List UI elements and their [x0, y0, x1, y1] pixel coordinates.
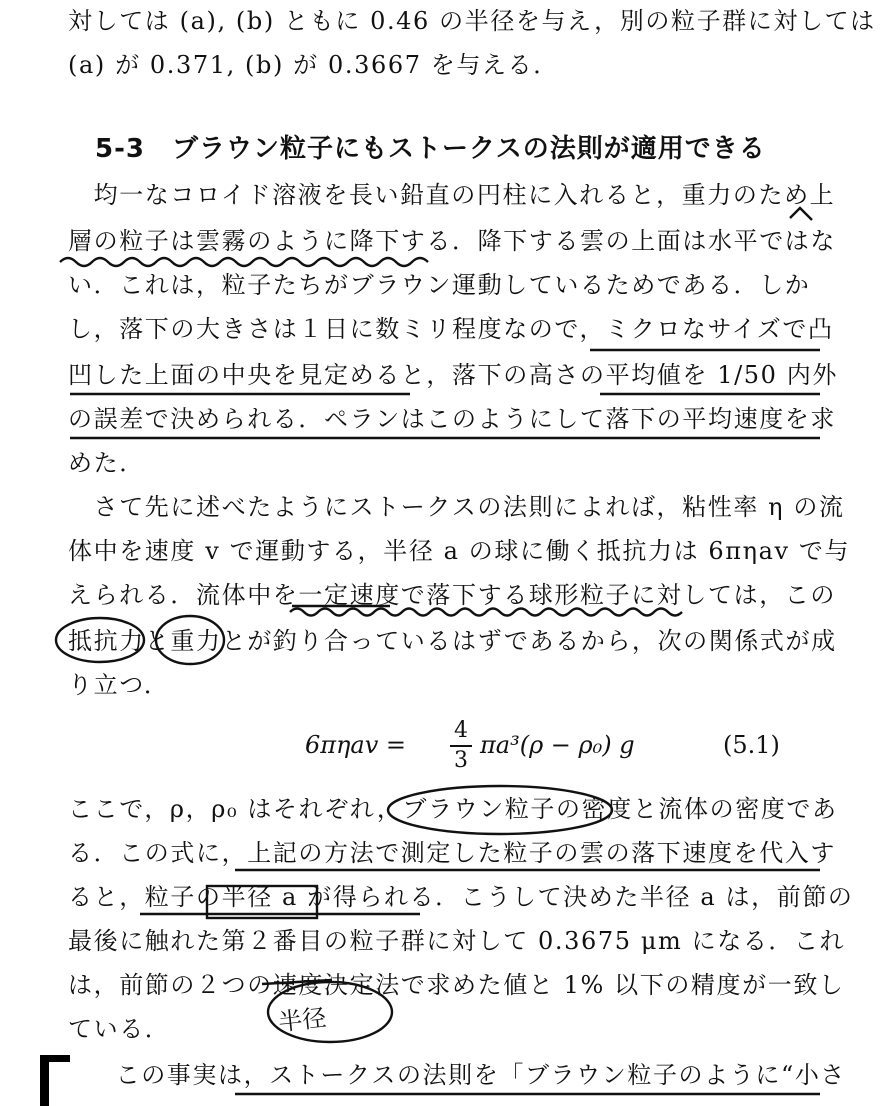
paragraph-1-line: し，落下の大きさは１日に数ミリ程度なので，ミクロなサイズで凸: [68, 315, 834, 343]
paragraph-1-line: 均一なコロイド溶液を長い鉛直の円柱に入れると，重力のため上: [68, 181, 836, 209]
paragraph-3-line: は，前節の２つの速度決定法で求めた値と 1% 以下の精度が一致し: [68, 971, 845, 999]
paragraph-1-line: めた．: [68, 449, 145, 477]
paragraph-1-line: 層の粒子は雲霧のように降下する．降下する雲の上面は水平ではな: [68, 227, 836, 255]
paragraph-2-line: えられる．流体中を一定速度で落下する球形粒子に対しては，この: [68, 581, 836, 609]
fraction-bar: [450, 745, 472, 747]
fraction-denominator: 3: [454, 748, 468, 773]
paragraph-4-line: この事実は，ストークスの法則を「ブラウン粒子のように“小さ: [90, 1061, 847, 1089]
paragraph-2-line: り立つ．: [68, 671, 170, 699]
equation-lhs: 6πηav =: [305, 731, 407, 759]
equation-number: (5.1): [723, 731, 780, 759]
paragraph-1-line: の誤差で決められる．ペランはこのようにして落下の平均速度を求: [68, 405, 836, 433]
equation-5-1: [305, 718, 825, 778]
paragraph-2-line: さて先に述べたようにストークスの法則によれば，粘性率 η の流: [68, 493, 845, 521]
section-heading: 5-3 ブラウン粒子にもストークスの法則が適用できる: [95, 134, 766, 164]
wavy-underline: [60, 258, 428, 266]
equation-rhs: πa³(ρ − ρ₀) g: [480, 731, 635, 759]
paragraph-1-line: い．これは，粒子たちがブラウン運動しているためである．しか: [68, 271, 811, 299]
fraction-numerator: 4: [454, 718, 468, 743]
paragraph-2-line: 体中を速度 v で運動する，半径 a の球に働く抵抗力は 6πηav で与: [68, 537, 851, 565]
paragraph-3-line: ここで，ρ，ρ₀ はそれぞれ，ブラウン粒子の密度と流体の密度であ: [68, 795, 838, 823]
paragraph-3-line: ると，粒子の半径 a が得られる．こうして決めた半径 a は，前節の: [68, 883, 854, 911]
margin-bracket-mark: [40, 1055, 49, 1106]
paragraph-2-line: 抵抗力と重力とが釣り合っているはずであるから，次の関係式が成: [68, 627, 837, 655]
paragraph-3-line: 最後に触れた第２番目の粒子群に対して 0.3675 μm になる．これ: [68, 927, 846, 955]
paragraph-3-line: る．この式に，上記の方法で測定した粒子の雲の落下速度を代入す: [68, 839, 836, 867]
equation-fraction: [450, 718, 472, 774]
paragraph-3-line: ている．: [68, 1015, 171, 1043]
paragraph-1-line: 凹した上面の中央を見定めると，落下の高さの平均値を 1/50 内外: [68, 361, 838, 389]
handwritten-note: 半径: [276, 1003, 328, 1037]
intro-line-1: 対しては (a), (b) ともに 0.46 の半径を与え，別の粒子群に対しては: [68, 7, 876, 35]
margin-bracket-mark: [40, 1055, 70, 1062]
intro-line-2: (a) が 0.371, (b) が 0.3667 を与える．: [68, 51, 559, 79]
